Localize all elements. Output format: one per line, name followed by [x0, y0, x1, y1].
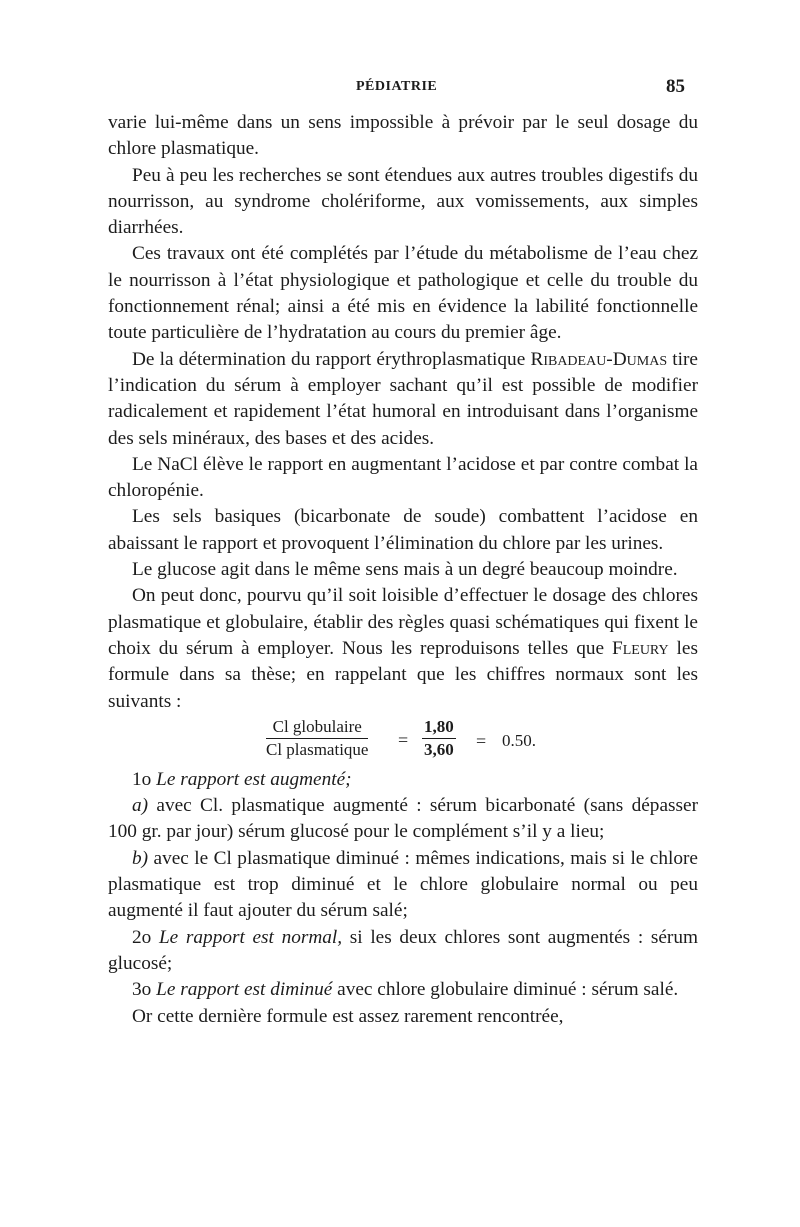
paragraph-4 [108, 347, 698, 452]
formula-numerator-label: Cl globulaire [266, 717, 368, 739]
paragraph-8-end: les formule dans sa thèse; en rappelant que les chiffres normaux sont les suivants : [108, 637, 698, 712]
paragraph-3: Ces travaux ont été complétés par l’étude du métabolisme de l’eau chez le nourrisson à l’état physiologique et pathologique et celle du trouble du fonctionnement rénal; ainsi a été mis en évidence la labilité fonctionnelle toute particulière de l’hydratation au cours du premier âge. [108, 243, 698, 344]
rule-1-title: Le rapport est augmenté; [156, 768, 352, 790]
rules-list [108, 767, 698, 1030]
rule-1b-label: b) [132, 847, 154, 869]
page-number: 85 [666, 76, 685, 97]
rule-3-text: avec chlore globulaire diminué : sérum salé. [332, 979, 679, 1001]
rule-2-number: 2o [132, 926, 159, 948]
paragraph-8-start: On peut donc, pourvu qu’il soit loisible d’effectuer le dosage des chlores plasmatique et globulaire, établir des règles quasi schématiques qui fixent le choix du sérum à employer. Nous les reproduisons telles que [108, 585, 698, 659]
rule-1-heading [108, 767, 698, 793]
paragraph-5: Le NaCl élève le rapport en augmentant l’acidose et par contre combat la chloropénie. [108, 453, 698, 502]
running-title: PÉDIATRIE [356, 79, 438, 94]
paragraph-2: Peu à peu les recherches se sont étendues aux autres troubles digestifs du nourrisson, au syndrome cholériforme, aux vomissements, aux simples diarrhées. [108, 164, 698, 239]
rule-1a [108, 793, 698, 846]
formula-equals-sign: = [398, 729, 409, 750]
rule-1b [108, 846, 698, 925]
formula-denominator-label: Cl plasmatique [266, 739, 369, 759]
formula-result: 0.50. [502, 730, 536, 750]
paragraph-4-start: De la détermination du rapport érythroplasmatique [132, 348, 531, 370]
paragraph-6: Les sels basiques (bicarbonate de soude) combattent l’acidose en abaissant le rapport et provoquent l’élimination du chlore par les urines. [108, 506, 698, 554]
rule-3-number: 3o [132, 979, 157, 1001]
formula-numerator-value: 1,80 [422, 717, 456, 739]
ratio-formula [108, 717, 698, 767]
body-text [108, 110, 698, 1030]
paragraph-8 [108, 583, 698, 714]
paragraph-1: varie lui-même dans un sens impossible à prévoir par le seul dosage du chlore plasmatique. [108, 112, 698, 160]
formula-fraction-values [422, 717, 456, 760]
formula-denominator-value: 3,60 [424, 739, 454, 759]
closing-line: Or cette dernière formule est assez rarement rencontrée, [132, 1005, 564, 1027]
rule-1b-text: avec le Cl plasmatique diminué : mêmes indications, mais si le chlore plasmatique est trop diminué et le chlore globulaire normal ou peu augmenté il faut ajouter du sérum salé; [108, 847, 698, 922]
rule-1-number: 1o [132, 768, 157, 790]
author-name-ribadeau-dumas: Ribadeau-Dumas [530, 348, 668, 370]
rule-2-title: Le rapport est normal, [158, 926, 343, 948]
rule-3-title: Le rapport est diminué [156, 979, 333, 1001]
rule-3 [108, 977, 698, 1003]
paragraph-4-end: tire l’indication du sérum à employer sachant qu’il est possible de modifier radicalement et rapidement l’état humoral en introduisant dans l’organisme des sels minéraux, des bases et des acides. [108, 348, 698, 449]
rule-2-text: si les deux chlores sont augmentés : sérum glucosé; [108, 926, 698, 974]
paragraph-7: Le glucose agit dans le même sens mais à un degré beaucoup moindre. [132, 559, 678, 581]
formula-fraction-labels [266, 717, 368, 760]
rule-1a-text: avec Cl. plasmatique augmenté : sérum bicarbonaté (sans dépasser 100 gr. par jour) sérum glucosé pour le complément s’il y a lieu; [108, 795, 698, 843]
author-name-fleury: Fleury [612, 637, 669, 659]
rule-2 [108, 925, 698, 978]
formula-equals-sign-2: = [476, 730, 487, 751]
rule-1a-label: a) [132, 795, 157, 817]
